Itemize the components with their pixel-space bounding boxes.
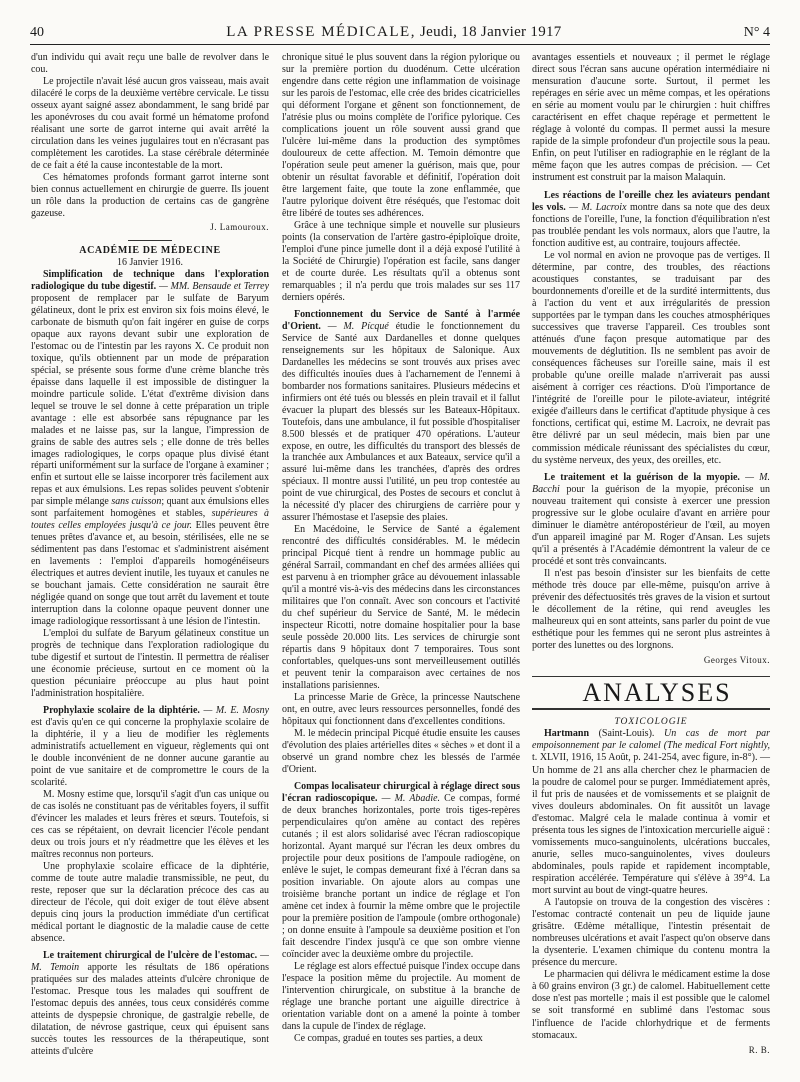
paragraph: L'emploi du sulfate de Baryum gélatineux constitue un progrès de technique dans l'exploration radiologique du tube digestif et surtout de l'intestin. Il permettra de réaliser une économie précieuse, surtout en ce moment où la question pécuniaire préoccupe au plus haut point l'administration hospitalière.	[31, 628, 269, 700]
paragraph: Ce compas, gradué en toutes ses parties, a deux	[294, 1032, 483, 1044]
article-text: — Un homme de 21 ans alla chercher chez le pharmacien de la poudre de calomel pour se purger. Immédiatement après, il fut pris de nausées et de vomissements et se plaignit de vives douleurs abdominales. On fit aussitôt un lavage d'estomac. Malgré cela le malade continua à vomir et présenta tous les signes de l'intoxication mercurielle aiguë : vomissements muco-sanguinolents, ulcérations buccales, anurie, selles muco-sanguinolentes, vives douleurs abdominales, pouls rapide et rapidement incomptable, respiration accélérée. Température qui s'élève à 39°4. La mort survint au bout de vingt-quatre heures.	[532, 752, 771, 896]
article	[532, 190, 770, 250]
header-rule	[30, 44, 770, 45]
subsection-heading: TOXICOLOGIE	[614, 717, 688, 728]
article-authors: — MM. Bensaude et Terrey	[158, 280, 269, 292]
paragraph: Grâce à une technique simple et nouvelle sur plusieurs points (la conservation de l'artère gastro-épiploïque droite, l'emploi d'une pince jumelle dont il a déjà exposé l'utilité à la Société de Chirurgie) l'opération est facile, sans danger et de courte durée. Les résultats qu'il a obtenus sont remarquables ; il n'a perdu que trois malades sur ses 117 derniers opérés.	[282, 219, 520, 303]
paragraph: M. Mosny estime que, lorsqu'il s'agit d'un cas unique ou de cas isolés ne constituant pas de véritables foyers, il suffit d'évincer les malades et leurs frères et sœurs. Toutefois, si ces cas se répétaient, on devrait licencier l'école pendant deux ou trois jours et n'y réadmettre que les élèves et les maîtres reconnus non porteurs.	[31, 789, 269, 860]
paragraph: M. le médecin principal Picqué étudie ensuite les causes d'évolution des plaies artérielles dites « sèches » et dont il a observé un grand nombre chez les blessés de l'armée d'Orient.	[282, 728, 520, 776]
article-text: apporte les résultats de 186 opérations pratiquées sur des malades atteints d'ulcère chronique de l'estomac. Presque tous les malades qui souffrent de l'estomac depuis des années, tous ceux considérés comme atteints de dyspepsie chronique, de gastralgie rebelle, de dilatation, de névrose gastrique, ceux qui épuisent sans succès toutes les ressources de la thérapeutique, sont atteints d'ulcère	[31, 961, 269, 1057]
signature: J. Lamouroux.	[210, 221, 269, 232]
article-text: ; quant aux émulsions elles sont parfaitement homogènes et stables,	[31, 496, 269, 520]
article-title: Les réactions de l'oreille chez les aviateurs pendant les vols.	[532, 189, 770, 213]
article-location: (Saint-Louis).	[598, 728, 655, 740]
section-heading: ACADÉMIE DE MÉDECINE	[79, 244, 221, 256]
section-date: 16 Janvier 1916.	[117, 256, 183, 268]
article	[31, 269, 269, 629]
issue-number: N° 4	[743, 25, 770, 40]
issue-date: Jeudi, 18 Janvier 1917	[420, 24, 562, 40]
paragraph: chronique situé le plus souvent dans la région pylorique ou sur la première portion du duodénum. Cette ulcération engendre dans cette région une inflammation de voisinage sur les parois de l'estomac, elle crée des brides cicatricielles qui déforment l'organe et gênent son fonctionnement, de l'atrésie plus ou moins complète de l'orifice pylorique. Ces complications jouent un rôle souvent aussi grand que l'ulcère lui-même dans la production des symptômes douloureux de cette affection. M. Temoin démontre que l'opération seule peut amener la guérison, mais que, pour obtenir un résultat favorable et définitif, l'opération doit être largement faite, que toute la zone enflammée, que l'autre pylorique doivent être réséqués, que l'estomac doit être libéré de toutes ses adhérences.	[282, 52, 520, 219]
signature: R. B.	[748, 1044, 770, 1055]
paragraph: Le pharmacien qui délivra le médicament estime la dose à 60 grains environ (3 gr.) de calomel. Habituellement cette dose n'est pas mortelle ; mais il est possible que le calomel se soit transformé en sublimé dans l'estomac sous l'influence de l'acide chlorhydrique et de ferments stomacaux.	[532, 969, 770, 1041]
article-title: Prophylaxie scolaire de la diphtérie.	[43, 705, 200, 717]
article	[31, 705, 269, 789]
analyses-heading: ANALYSES	[582, 678, 732, 708]
article-authors: — M. Pícqué	[327, 320, 389, 332]
article-text: montre dans sa note que des deux fonctions de l'oreille, l'une, la fonction d'équilibration n'est pas troublée pendant les vols normaux, alors que l'autre, la fonction auditive est, au contraire, toujours affectée.	[532, 201, 771, 249]
article	[532, 472, 770, 568]
signature: Georges Vitoux.	[703, 655, 770, 666]
article-emphasis: supérieures à toutes celles employées jusqu'à ce jour.	[31, 508, 270, 532]
paragraph: d'un individu qui avait reçu une balle de revolver dans le cou.	[31, 52, 269, 75]
paragraph: Le projectile n'avait lésé aucun gros vaisseau, mais avait dilacéré le corps de la deuxième vertèbre cervicale. Le tissu osseux ayant saigné assez abondamment, le sang bridé par les aponévroses du cou avait formé un hématome profond réalisant une sorte de garrot interne qui avait arrêté la circulation dans les veines jugulaires tout en n'écrasant pas complètement les carotides. La stase cérébrale déterminée de ce fait a été la cause incontestable de la mort.	[31, 75, 269, 171]
paragraph: Il n'est pas besoin d'insister sur les bienfaits de cette méthode très douce par elle-même, puisqu'on arrive à prévenir des défectuosités très graves de la vision et surtout le décollement de la rétine, qui rend aveugles les malheureux qui en sont atteints, sans parler du point de vue esthétique pour les femmes qui ne seront plus astreintes à porter des lunettes ou des lorgnons.	[532, 567, 770, 652]
paragraph: La princesse Marie de Grèce, la princesse Nautschene ont, en outre, avec leurs ressources personnelles, fondé des hôpitaux qui fonctionnent dans d'excellentes conditions.	[282, 692, 520, 728]
column-2	[282, 52, 520, 1045]
article-title: Fonctionnement du Service de Santé à l'armée d'Orient.	[282, 308, 520, 332]
running-title	[226, 24, 561, 41]
article	[282, 781, 520, 961]
article-emphasis: sans cuisson	[111, 496, 162, 508]
article-authors: — M. E. Mosny	[203, 705, 269, 717]
article-author: Hartmann	[544, 728, 589, 740]
paragraph: Le réglage est alors effectué puisque l'index occupe dans l'espace la position même du projectile. Au moment de l'intervention chirurgicale, on substitue à la branche de réglage une branche portant une aiguille directrice à orientation variable dont on a amené la pointe à tomber dans la cupule de l'index de réglage.	[282, 960, 520, 1032]
paragraph: Ces hématomes profonds formant garrot interne sont bien connus actuellement en chirurgie de guerre. Ils jouent un rôle dans la production de certains cas de gangrène gazeuse.	[31, 171, 269, 219]
article-text: proposent de remplacer par le sulfate de Baryum gélatineux, dont le prix est environ six fois moins élevé, le carbonate de bismuth qu'on fait ingérer en guise de corps opaque aux rayons devant subir une exploration de l'estomac ou de l'intestin par les rayons X. Ce produit non toxique, qu'ils obtiennent par un mode de préparation spécial, se présente sous forme d'une crème blanche très épaisse dans laquelle il est impossible de distinguer la moindre particule solide. L'état d'extrême division dans lequel se trouve le sel donne à cette préparation un triple avantage : elle est absorbée sans répugnance par les malades et ne laisse pas, sur la langue, l'impression de grains de sable des autres sels ; elle donne de très belles images radiologiques, le corps opaque plus divisé étant réparti uniformément sur la surface de l'organe à examiner ; enfin et surtout elle se laisse incorporer très facilement aux repas et aux émulsions. Les repas solides peuvent s'obtenir par simple mélange	[31, 292, 269, 508]
article-title: Le traitement et la guérison de la myopie.	[544, 471, 740, 483]
paragraph: Une prophylaxie scolaire efficace de la diphtérie, comme de toute autre maladie transmissible, ne peut, du reste, reposer que sur la déclaration précoce des cas au directeur de l'école, qui doit exiger de tout élève absent depuis cinq jours la production immédiate d'un certificat médical portant le diagnostic de la maladie cause de cette absence.	[31, 860, 269, 944]
analyses-rule-top	[532, 676, 770, 677]
article-text: étudie le fonctionnement du Service de Santé aux Dardanelles et donne quelques renseignements sur les hôpitaux de Salonique. Aux Dardanelles les médecins se sont trouvés aux prises avec des difficultés inouïes dues à l'acharnement de l'ennemi à bombarder nos formations sanitaires. Plusieurs médecins et infirmiers ont été tués ou blessés en plein travail et il fallut évacuer la plupart des blessés sur les Bateaux-Hôpitaux. Toutefois, dans une ambulance, il fut possible d'hospitaliser 8.500 blessés et de pratiquer 470 opérations. L'auteur expose, en outre, les difficultés du transport des blessés de la tranchée aux Ambulances et aux Bateaux, service qu'il a assuré lui-même dans les tranchées, d'après des ordres spéciaux. Il montre aussi l'utilité, un peu trop contestée au point de vue chirurgical, des Postes de secours et conclut à la nécessité d'y placer des chirurgiens de carrière pour y assurer l'hémostase et l'asepsie des plaies.	[282, 320, 520, 524]
column-1	[31, 52, 269, 1058]
article-title: Simplification de technique dans l'exploration radiologique du tube digestif.	[31, 268, 269, 292]
article	[532, 728, 770, 897]
page-header	[30, 24, 770, 46]
article-reference: t. XLVII, 1916, 15 Août, p. 241-254, avec figure, in-8°).	[532, 752, 758, 764]
article-title: Compas localisateur chirurgical à réglage direct sous l'écran radioscopique.	[282, 781, 520, 805]
journal-title: LA PRESSE MÉDICALE,	[226, 24, 416, 40]
paragraph: Le vol normal en avion ne provoque pas de vertiges. Il détermine, par contre, des troubles, des réactions acoustiques constantes, se traduisant par des bourdonnements d'oreille et de la surdité intermittents, dus à l'action du vent et aux irrégularités de pression supportées par le tympan dans les couches atmosphériques successives que traverse l'appareil. Ces troubles sont atténués d'une façon presque automatique par des mouvements de déglutition. Ils ne semblent pas avoir de conséquences fâcheuses sur l'oreille saine, mais il est probable qu'une oreille malade n'arriverait pas aussi aisément à corriger ces réactions. D'où l'importance de l'intégrité de l'oreille pour le pilote-aviateur, intégrité exigée d'ailleurs dans le certificat d'aptitude physique à ces fonctions, certificat qui, estime M. Lacroix, ne devrait pas être délivré par un seul médecin, mais bien par une commission médicale réunissant des spécialistes du cœur, du système nerveux, des yeux, des oreilles, etc.	[532, 249, 770, 466]
article	[31, 950, 269, 1058]
section-divider	[128, 240, 172, 241]
article	[282, 309, 520, 525]
article-authors: — M. Bacchi	[532, 471, 771, 495]
article-title: Un cas de mort par empoisonnement par le calomel (The medical Fort nightly,	[532, 728, 771, 752]
article-text: est d'avis qu'en ce qui concerne la prophylaxie scolaire de la diphtérie, il y a lieu de modifier les règlements administratifs actuellement en vigueur, règlements qui ont le double inconvénient de ne donner aucune garantie au point de vue sanitaire et de compromettre le cours de la scolarité.	[31, 717, 269, 789]
column-3	[532, 52, 770, 1056]
paragraph: A l'autopsie on trouva de la congestion des viscères : l'estomac contracté contenait un peu de liquide jaune grisâtre. Œdème métallique, l'intestin présentait de nombreuses ulcérations et avait l'aspect qu'on observe dans la dysenterie. L'examen chimique du contenu montra la présence du mercure.	[532, 897, 770, 969]
article-authors: — M. Lacroix	[569, 201, 627, 213]
article-authors: — M. Temoin	[31, 949, 270, 973]
article-text: pour la guérison de la myopie, préconise un nouveau traitement qui consiste à exercer une pression progressive sur le globe oculaire d'avant en arrière pour diminuer le diamètre antéropostérieur de l'œil, au moyen d'un appareil imaginé par M. Roger d'Ansan. Les sujets qu'il a présentés à l'Académie démontrent la valeur de ce procédé et sont très convaincants.	[532, 483, 771, 567]
paragraph: avantages essentiels et nouveaux ; il permet le réglage direct sous l'écran sans aucune opération intermédiaire ni mensuration d'aucune sorte. Surtout, il permet les repérages en série avec un même compas, et les opérations en série au moment voulu par le chirurgien : huit chiffres caractérisent en effet chaque repérage et permettent le réglage à volonté du compas. Il permet aussi la mesure rapide de la simple profondeur d'un projectile sous la peau. Enfin, on peut l'utiliser en radiographie en le réglant de la même façon que les autres compas de précision. — Cet instrument est construit par la maison Malaquin.	[532, 52, 770, 184]
article-title: Le traitement chirurgical de l'ulcère de l'estomac.	[43, 949, 258, 961]
article-text: Elles peuvent être tenues prêtes d'avance et, au besoin, stérilisées, elle ne se sédimentent pas dans l'estomac et s'administrent aisément en lavements : l'emploi d'appareils homogénéiseurs électriques et autres devient inutile, les tuyaux et canules ne se bouchant jamais. Cette considération ne saurait être négligée quand on songe que tout arrêt du lavement et toute interruption dans la colonne opaque peuvent donner une image radiologique ressortissant à une lésion de l'intestin.	[31, 520, 269, 628]
paragraph: En Macédoine, le Service de Santé a également rencontré des difficultés considérables. M. le médecin principal Picqué tient à rendre un hommage public au général Sarrail, commandant en chef des armées alliées qui est parvenu à en triompher grâce au dévouement inlassable qu'il a montré vis-à-vis des médecins dans les circonstances militaires que l'on connaît. Avec son concours et l'activité du chef supérieur du Service de Santé, M. le médecin inspecteur Ricotti, notre domaine hospitalier pour la base seule possède 20.000 lits. Les services de chirurgie sont répartis dans 9 hôpitaux dont 7 temporaires. Tous sont confortables, quelques-uns sont merveilleusement outillés et peuvent tenir la comparaison avec certaines de nos installations parisiennes.	[282, 524, 520, 692]
page-number: 40	[30, 25, 44, 40]
analyses-rule-bottom	[532, 708, 770, 710]
article-authors: — M. Abadie.	[381, 793, 440, 805]
article-text: Ce compas, formé de deux branches horizontales, porte trois tiges-repères perpendiculaires qu'on amène au contact des repères cutanés ; il est alors solidarisé avec l'écran radioscopique horizontal. Ayant marqué sur l'écran les deux ombres du projectile pour deux positions de l'ampoule radiogène, on enlève le sujet, le compas demeurant fixé à l'écran dans sa position invariable. On ajoute alors au compas une troisième branche portant un indice de réglage et l'on amène cet index à fournir la même ombre que le projectile pour la première position de l'ampoule (ombre orthogonale) ; on donne ensuite à l'ampoule sa deuxième position et l'on fait descendre l'index jusqu'à ce que son ombre vienne coïncider avec la deuxième ombre du projectile.	[282, 793, 521, 960]
